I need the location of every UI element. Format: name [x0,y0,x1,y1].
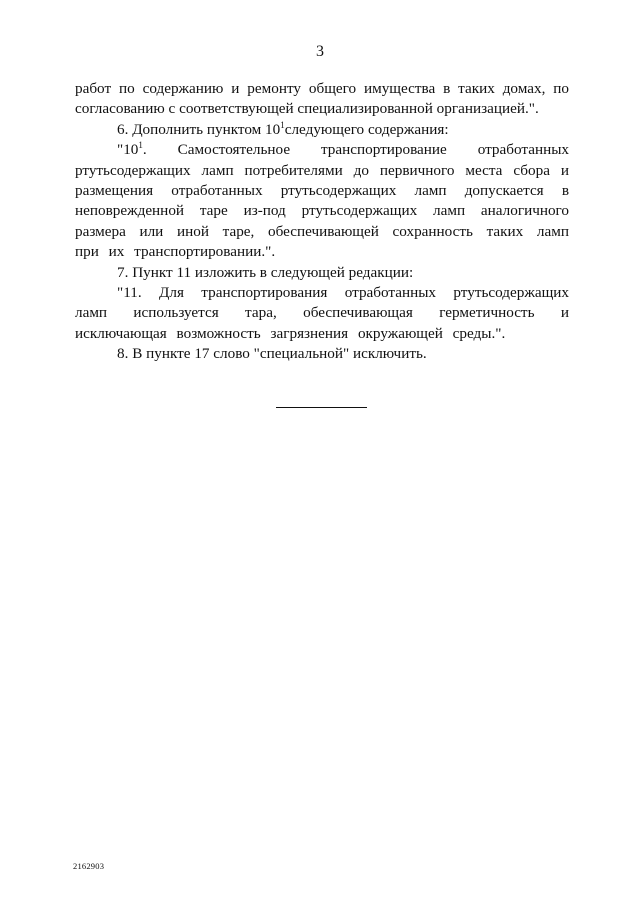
item-10-1-start: "10 [117,141,139,159]
paragraph-continuation: работ по содержанию и ремонту общего имущества в таких домах, по согласованию с соответствующей специализированной организацией.". [75,80,569,118]
item-6-superscript: 1 [280,119,285,130]
paragraph-item-8: 8. В пункте 17 слово "специальной" исключить. [117,345,427,363]
item-6-text: 6. Дополнить пунктом 10 [117,120,281,138]
paragraph-item-11: "11. Для транспортирования отработанных ртутьсодержащих ламп используется тара, обеспечивающая герметичность и исключающая возможность загрязнения окружающей среды.". [75,284,569,342]
page-number: 3 [316,43,324,60]
paragraph-item-7: 7. Пункт 11 изложить в следующей редакции: [117,263,414,281]
document-footer-id: 2162903 [73,861,105,871]
item-6-text-tail: следующего содержания: [284,120,449,138]
item-10-1-text: . Самостоятельное транспортирование отработанных ртутьсодержащих ламп потребителями до первичного места сбора и размещения отработанных ртутьсодержащих ламп допускается в неповрежденной таре из-под ртутьсодержащих ламп аналогичного размера или иной таре, обеспечивающей сохранность таких ламп при их транспортировании.". [75,141,569,261]
item-10-1-superscript: 1 [138,140,143,151]
end-separator-line [276,407,367,408]
paragraph-item-10-1 [75,140,569,262]
paragraph-item-6 [75,120,569,140]
document-body [75,79,569,365]
